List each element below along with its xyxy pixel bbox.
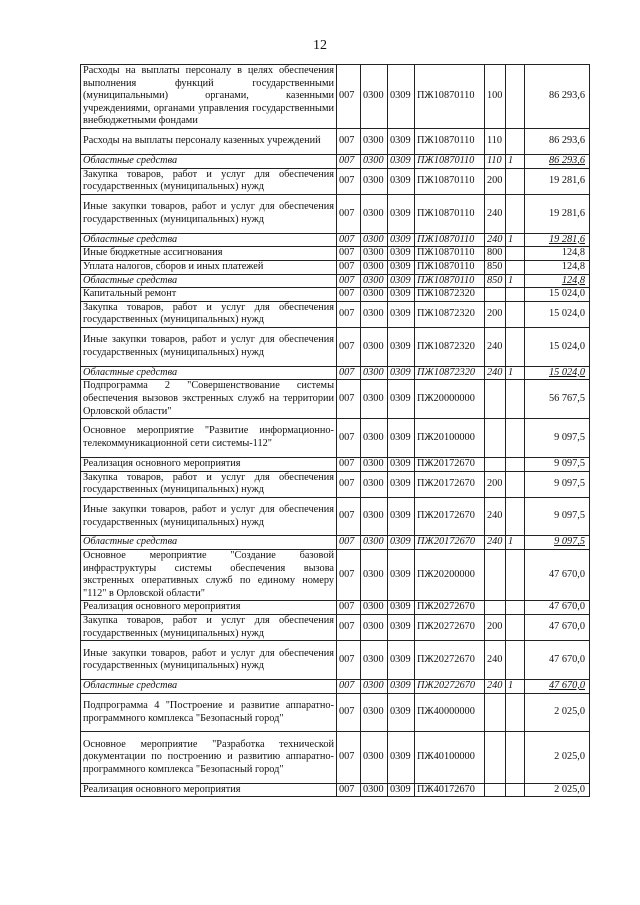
- row-amount: 15 024,0: [525, 366, 590, 380]
- row-amount: 124,8: [525, 274, 590, 288]
- row-source: [506, 288, 525, 302]
- table-row: [81, 168, 590, 194]
- row-grbs: 007: [337, 233, 361, 247]
- row-target-article: ПЖ20172670: [415, 497, 485, 536]
- row-razdel: 0300: [361, 380, 388, 419]
- row-amount: 47 670,0: [525, 641, 590, 680]
- row-name: Основное мероприятие "Разработка технической документации по построению и развитию аппаратно-программного комплекса "Безопасный город": [81, 732, 337, 783]
- row-source: [506, 615, 525, 641]
- row-amount: 9 097,5: [525, 497, 590, 536]
- row-amount: 47 670,0: [525, 615, 590, 641]
- row-source: [506, 129, 525, 155]
- row-amount: 2 025,0: [525, 783, 590, 797]
- row-razdel: 0300: [361, 601, 388, 615]
- row-target-article: ПЖ10870110: [415, 155, 485, 169]
- row-amount: 86 293,6: [525, 65, 590, 129]
- row-grbs: 007: [337, 274, 361, 288]
- row-expense-type: 240: [485, 536, 506, 550]
- row-razdel: 0300: [361, 194, 388, 233]
- row-name: Областные средства: [81, 233, 337, 247]
- row-expense-type: 100: [485, 65, 506, 129]
- row-source: [506, 693, 525, 732]
- row-grbs: 007: [337, 366, 361, 380]
- row-amount: 19 281,6: [525, 194, 590, 233]
- row-expense-type: 110: [485, 155, 506, 169]
- row-expense-type: [485, 419, 506, 458]
- row-name: Иные закупки товаров, работ и услуг для обеспечения государственных (муниципальных) нужд: [81, 641, 337, 680]
- row-grbs: 007: [337, 194, 361, 233]
- row-razdel: 0300: [361, 693, 388, 732]
- row-expense-type: 240: [485, 194, 506, 233]
- table-row: [81, 783, 590, 797]
- table-row: [81, 693, 590, 732]
- row-expense-type: [485, 601, 506, 615]
- table-row: [81, 419, 590, 458]
- row-name: Расходы на выплаты персоналу в целях обеспечения выполнения функций государственными (муниципальными) органами, казенными учреждениями, органами управления государственными внебюджетными фондами: [81, 65, 337, 129]
- row-podrazdel: 0309: [388, 260, 415, 274]
- row-razdel: 0300: [361, 550, 388, 601]
- row-razdel: 0300: [361, 497, 388, 536]
- table-row: [81, 615, 590, 641]
- row-grbs: 007: [337, 680, 361, 694]
- row-source: 1: [506, 366, 525, 380]
- row-name: Областные средства: [81, 155, 337, 169]
- row-expense-type: 240: [485, 233, 506, 247]
- row-grbs: 007: [337, 497, 361, 536]
- page-number: 12: [313, 38, 327, 53]
- row-grbs: 007: [337, 155, 361, 169]
- row-podrazdel: 0309: [388, 247, 415, 261]
- row-expense-type: 200: [485, 471, 506, 497]
- table-row: [81, 274, 590, 288]
- row-source: 1: [506, 680, 525, 694]
- row-name: Областные средства: [81, 536, 337, 550]
- row-expense-type: 200: [485, 301, 506, 327]
- row-target-article: ПЖ20272670: [415, 615, 485, 641]
- row-grbs: 007: [337, 732, 361, 783]
- row-name: Основное мероприятие "Создание базовой инфраструктуры системы обеспечения вызова экстренных оперативных служб по единому номеру "112" в Орловской области": [81, 550, 337, 601]
- row-expense-type: [485, 783, 506, 797]
- row-podrazdel: 0309: [388, 301, 415, 327]
- table-row: [81, 155, 590, 169]
- row-grbs: 007: [337, 327, 361, 366]
- row-podrazdel: 0309: [388, 457, 415, 471]
- row-expense-type: [485, 457, 506, 471]
- row-source: [506, 732, 525, 783]
- budget-table: [80, 64, 590, 797]
- row-target-article: ПЖ20100000: [415, 419, 485, 458]
- row-target-article: ПЖ10870110: [415, 274, 485, 288]
- row-grbs: 007: [337, 536, 361, 550]
- row-grbs: 007: [337, 641, 361, 680]
- table-row: [81, 380, 590, 419]
- row-target-article: ПЖ10872320: [415, 288, 485, 302]
- row-amount: 86 293,6: [525, 155, 590, 169]
- row-razdel: 0300: [361, 615, 388, 641]
- row-amount: 15 024,0: [525, 327, 590, 366]
- row-razdel: 0300: [361, 129, 388, 155]
- row-source: [506, 65, 525, 129]
- row-podrazdel: 0309: [388, 65, 415, 129]
- row-expense-type: [485, 288, 506, 302]
- row-amount: 2 025,0: [525, 732, 590, 783]
- row-razdel: 0300: [361, 641, 388, 680]
- row-amount: 47 670,0: [525, 680, 590, 694]
- row-podrazdel: 0309: [388, 536, 415, 550]
- row-amount: 19 281,6: [525, 233, 590, 247]
- table-row: [81, 65, 590, 129]
- row-grbs: 007: [337, 247, 361, 261]
- table-row: [81, 194, 590, 233]
- row-razdel: 0300: [361, 65, 388, 129]
- row-podrazdel: 0309: [388, 194, 415, 233]
- row-podrazdel: 0309: [388, 680, 415, 694]
- row-grbs: 007: [337, 615, 361, 641]
- row-source: [506, 497, 525, 536]
- row-expense-type: 200: [485, 615, 506, 641]
- row-podrazdel: 0309: [388, 233, 415, 247]
- table-row: [81, 288, 590, 302]
- row-amount: 15 024,0: [525, 301, 590, 327]
- row-source: [506, 327, 525, 366]
- row-target-article: ПЖ10872320: [415, 301, 485, 327]
- row-source: [506, 601, 525, 615]
- row-source: 1: [506, 233, 525, 247]
- row-source: [506, 301, 525, 327]
- row-source: [506, 247, 525, 261]
- table-row: [81, 471, 590, 497]
- row-target-article: ПЖ10870110: [415, 247, 485, 261]
- row-razdel: 0300: [361, 366, 388, 380]
- table-row: [81, 260, 590, 274]
- row-amount: 47 670,0: [525, 550, 590, 601]
- row-target-article: ПЖ20172670: [415, 471, 485, 497]
- row-name: Иные закупки товаров, работ и услуг для обеспечения государственных (муниципальных) нужд: [81, 194, 337, 233]
- row-razdel: 0300: [361, 288, 388, 302]
- table-row: [81, 457, 590, 471]
- row-grbs: 007: [337, 419, 361, 458]
- row-expense-type: 850: [485, 274, 506, 288]
- table-row: [81, 366, 590, 380]
- row-grbs: 007: [337, 693, 361, 732]
- row-target-article: ПЖ10870110: [415, 168, 485, 194]
- row-razdel: 0300: [361, 732, 388, 783]
- table-row: [81, 550, 590, 601]
- row-amount: 124,8: [525, 247, 590, 261]
- row-podrazdel: 0309: [388, 641, 415, 680]
- row-razdel: 0300: [361, 471, 388, 497]
- row-target-article: ПЖ10870110: [415, 129, 485, 155]
- row-source: [506, 641, 525, 680]
- row-name: Подпрограмма 2 "Совершенствование системы обеспечения вызовов экстренных служб на территории Орловской области": [81, 380, 337, 419]
- row-razdel: 0300: [361, 233, 388, 247]
- row-podrazdel: 0309: [388, 615, 415, 641]
- row-target-article: ПЖ20272670: [415, 601, 485, 615]
- row-source: [506, 550, 525, 601]
- row-source: [506, 783, 525, 797]
- row-name: Уплата налогов, сборов и иных платежей: [81, 260, 337, 274]
- row-expense-type: [485, 693, 506, 732]
- row-expense-type: 800: [485, 247, 506, 261]
- row-target-article: ПЖ40100000: [415, 732, 485, 783]
- row-grbs: 007: [337, 168, 361, 194]
- row-name: Подпрограмма 4 "Построение и развитие аппаратно-программного комплекса "Безопасный город": [81, 693, 337, 732]
- row-amount: 56 767,5: [525, 380, 590, 419]
- row-podrazdel: 0309: [388, 601, 415, 615]
- row-source: [506, 380, 525, 419]
- row-amount: 9 097,5: [525, 419, 590, 458]
- row-target-article: ПЖ10870110: [415, 194, 485, 233]
- budget-table-body: [81, 65, 590, 797]
- row-name: Иные закупки товаров, работ и услуг для обеспечения государственных (муниципальных) нужд: [81, 327, 337, 366]
- row-expense-type: [485, 380, 506, 419]
- row-name: Реализация основного мероприятия: [81, 601, 337, 615]
- row-expense-type: 240: [485, 641, 506, 680]
- row-expense-type: [485, 550, 506, 601]
- row-target-article: ПЖ10872320: [415, 366, 485, 380]
- row-grbs: 007: [337, 471, 361, 497]
- row-razdel: 0300: [361, 419, 388, 458]
- row-source: 1: [506, 536, 525, 550]
- row-podrazdel: 0309: [388, 366, 415, 380]
- row-name: Закупка товаров, работ и услуг для обеспечения государственных (муниципальных) нужд: [81, 301, 337, 327]
- row-grbs: 007: [337, 601, 361, 615]
- row-razdel: 0300: [361, 301, 388, 327]
- row-razdel: 0300: [361, 155, 388, 169]
- row-target-article: ПЖ20172670: [415, 457, 485, 471]
- row-name: Областные средства: [81, 366, 337, 380]
- row-grbs: 007: [337, 783, 361, 797]
- row-amount: 9 097,5: [525, 536, 590, 550]
- row-source: [506, 260, 525, 274]
- row-expense-type: 110: [485, 129, 506, 155]
- row-podrazdel: 0309: [388, 327, 415, 366]
- row-podrazdel: 0309: [388, 274, 415, 288]
- row-podrazdel: 0309: [388, 732, 415, 783]
- table-row: [81, 327, 590, 366]
- table-row: [81, 732, 590, 783]
- row-podrazdel: 0309: [388, 693, 415, 732]
- row-podrazdel: 0309: [388, 129, 415, 155]
- row-podrazdel: 0309: [388, 380, 415, 419]
- row-source: [506, 194, 525, 233]
- table-row: [81, 129, 590, 155]
- row-target-article: ПЖ40000000: [415, 693, 485, 732]
- row-grbs: 007: [337, 260, 361, 274]
- row-target-article: ПЖ20200000: [415, 550, 485, 601]
- row-razdel: 0300: [361, 168, 388, 194]
- row-name: Иные закупки товаров, работ и услуг для обеспечения государственных (муниципальных) нужд: [81, 497, 337, 536]
- row-target-article: ПЖ20000000: [415, 380, 485, 419]
- row-target-article: ПЖ10870110: [415, 65, 485, 129]
- row-expense-type: 240: [485, 497, 506, 536]
- table-row: [81, 536, 590, 550]
- row-podrazdel: 0309: [388, 419, 415, 458]
- row-podrazdel: 0309: [388, 497, 415, 536]
- row-grbs: 007: [337, 65, 361, 129]
- row-name: Закупка товаров, работ и услуг для обеспечения государственных (муниципальных) нужд: [81, 168, 337, 194]
- row-name: Закупка товаров, работ и услуг для обеспечения государственных (муниципальных) нужд: [81, 615, 337, 641]
- row-source: 1: [506, 155, 525, 169]
- row-expense-type: [485, 732, 506, 783]
- row-podrazdel: 0309: [388, 471, 415, 497]
- row-target-article: ПЖ10872320: [415, 327, 485, 366]
- row-target-article: ПЖ20172670: [415, 536, 485, 550]
- row-podrazdel: 0309: [388, 288, 415, 302]
- table-row: [81, 641, 590, 680]
- row-target-article: ПЖ20272670: [415, 680, 485, 694]
- row-expense-type: 240: [485, 327, 506, 366]
- table-row: [81, 601, 590, 615]
- row-grbs: 007: [337, 550, 361, 601]
- row-name: Областные средства: [81, 274, 337, 288]
- row-razdel: 0300: [361, 260, 388, 274]
- row-grbs: 007: [337, 288, 361, 302]
- row-expense-type: 240: [485, 366, 506, 380]
- row-target-article: ПЖ40172670: [415, 783, 485, 797]
- row-source: [506, 457, 525, 471]
- row-name: Реализация основного мероприятия: [81, 457, 337, 471]
- row-source: [506, 419, 525, 458]
- row-expense-type: 850: [485, 260, 506, 274]
- table-row: [81, 233, 590, 247]
- row-grbs: 007: [337, 380, 361, 419]
- row-podrazdel: 0309: [388, 168, 415, 194]
- row-razdel: 0300: [361, 274, 388, 288]
- row-amount: 124,8: [525, 260, 590, 274]
- row-amount: 2 025,0: [525, 693, 590, 732]
- row-podrazdel: 0309: [388, 550, 415, 601]
- row-source: [506, 471, 525, 497]
- row-name: Закупка товаров, работ и услуг для обеспечения государственных (муниципальных) нужд: [81, 471, 337, 497]
- row-razdel: 0300: [361, 457, 388, 471]
- row-target-article: ПЖ10870110: [415, 233, 485, 247]
- row-target-article: ПЖ10870110: [415, 260, 485, 274]
- row-expense-type: 240: [485, 680, 506, 694]
- table-row: [81, 301, 590, 327]
- row-amount: 9 097,5: [525, 471, 590, 497]
- row-name: Областные средства: [81, 680, 337, 694]
- row-name: Реализация основного мероприятия: [81, 783, 337, 797]
- row-grbs: 007: [337, 457, 361, 471]
- row-grbs: 007: [337, 301, 361, 327]
- table-row: [81, 680, 590, 694]
- row-razdel: 0300: [361, 783, 388, 797]
- table-row: [81, 247, 590, 261]
- row-podrazdel: 0309: [388, 783, 415, 797]
- row-razdel: 0300: [361, 327, 388, 366]
- row-source: [506, 168, 525, 194]
- row-target-article: ПЖ20272670: [415, 641, 485, 680]
- row-razdel: 0300: [361, 680, 388, 694]
- row-expense-type: 200: [485, 168, 506, 194]
- row-amount: 9 097,5: [525, 457, 590, 471]
- table-row: [81, 497, 590, 536]
- row-name: Расходы на выплаты персоналу казенных учреждений: [81, 129, 337, 155]
- row-name: Основное мероприятие "Развитие информационно-телекоммуникационной сети системы-112": [81, 419, 337, 458]
- row-amount: 86 293,6: [525, 129, 590, 155]
- row-name: Иные бюджетные ассигнования: [81, 247, 337, 261]
- row-razdel: 0300: [361, 247, 388, 261]
- row-name: Капитальный ремонт: [81, 288, 337, 302]
- row-amount: 47 670,0: [525, 601, 590, 615]
- row-podrazdel: 0309: [388, 155, 415, 169]
- row-amount: 19 281,6: [525, 168, 590, 194]
- row-amount: 15 024,0: [525, 288, 590, 302]
- row-grbs: 007: [337, 129, 361, 155]
- row-razdel: 0300: [361, 536, 388, 550]
- row-source: 1: [506, 274, 525, 288]
